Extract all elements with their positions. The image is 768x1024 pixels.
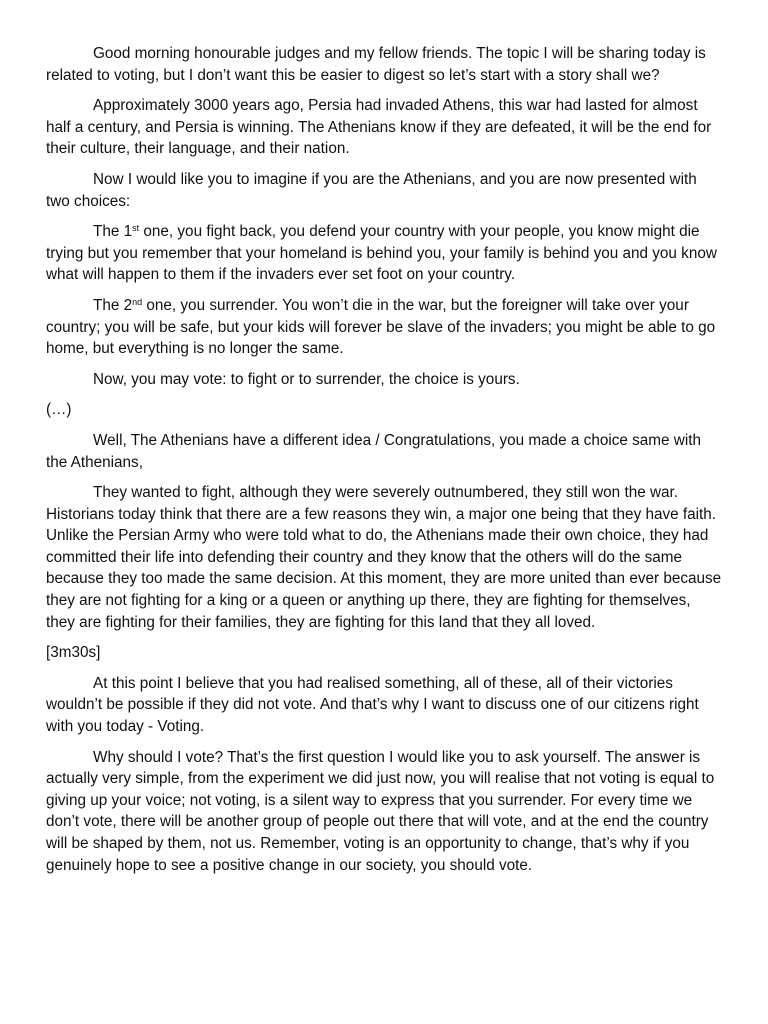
first-choice-body: one, you fight back, you defend your country with your people, you know might die trying but you remember that your homeland is behind you, your family is behind you and you know what will happen to them if the invaders ever set foot on your country. xyxy=(46,223,717,284)
second-choice-ordinal-suffix: nd xyxy=(132,296,143,307)
paragraph-greeting: Good morning honourable judges and my fellow friends. The topic I will be sharing today is related to voting, but I don’t want this be easier to digest so let’s start with a story shall we? xyxy=(46,45,706,84)
paragraph-athenians-idea: Well, The Athenians have a different idea / Congratulations, you made a choice same with the Athenians, xyxy=(46,431,701,471)
paragraph-timestamp: [3m30s] xyxy=(46,644,101,662)
paragraph-athenians-fight: They wanted to fight, although they were severely outnumbered, they still won the war. Historians today think that there are a few reasons they win, a major one being that they have faith. Unlike the Persian Army who were told what to do, the Athenians made their own choice, they had committed their life into defending their country and they know that the others will do the same because they too made the same decision. At this moment, they are more united than ever because they are not fighting for a king or a queen or anything up there, they are fighting for themselves, they are fighting for their families, they are fighting for this land that they all loved. xyxy=(46,484,722,631)
first-choice-ordinal-suffix: st xyxy=(132,223,140,234)
paragraph-why-vote: Why should I vote? That’s the first question I would like you to ask yourself. The answer is actually very simple, from the experiment we did just now, you will realise that not voting is equal to giving up your voice; not voting, is a silent way to express that you surrender. For every time we don’t vote, there will be another group of people out there that will vote, and at the end the country will be shaped by them, not us. Remember, voting is an opportunity to change, that’s why if you genuinely hope to see a positive change in our society, you should vote. xyxy=(46,748,715,874)
second-choice-prefix: The 2 xyxy=(93,296,133,314)
paragraph-first-choice xyxy=(46,221,722,286)
paragraph-ellipsis: (…) xyxy=(46,401,72,419)
paragraph-imagine-choices: Now I would like you to imagine if you are the Athenians, and you are now presented with two choices: xyxy=(46,170,697,210)
first-choice-prefix: The 1 xyxy=(93,223,133,241)
document-page xyxy=(46,43,722,885)
second-choice-body: one, you surrender. You won’t die in the war, but the foreigner will take over your country; you will be safe, but your kids will forever be slave of the invaders; you might be able to go home, but everything is no longer the same. xyxy=(46,296,716,358)
paragraph-persia-invasion: Approximately 3000 years ago, Persia had invaded Athens, this war had lasted for almost half a century, and Persia is winning. The Athenians know if they are defeated, it will be the end for their culture, their language, and their nation. xyxy=(46,97,712,158)
paragraph-vote-prompt: Now, you may vote: to fight or to surrender, the choice is yours. xyxy=(93,370,520,388)
paragraph-realisation: At this point I believe that you had realised something, all of these, all of their victories wouldn’t be possible if they did not vote. And that’s why I want to discuss one of our citizens right with you today - Voting. xyxy=(46,674,699,736)
paragraph-second-choice xyxy=(46,295,722,360)
